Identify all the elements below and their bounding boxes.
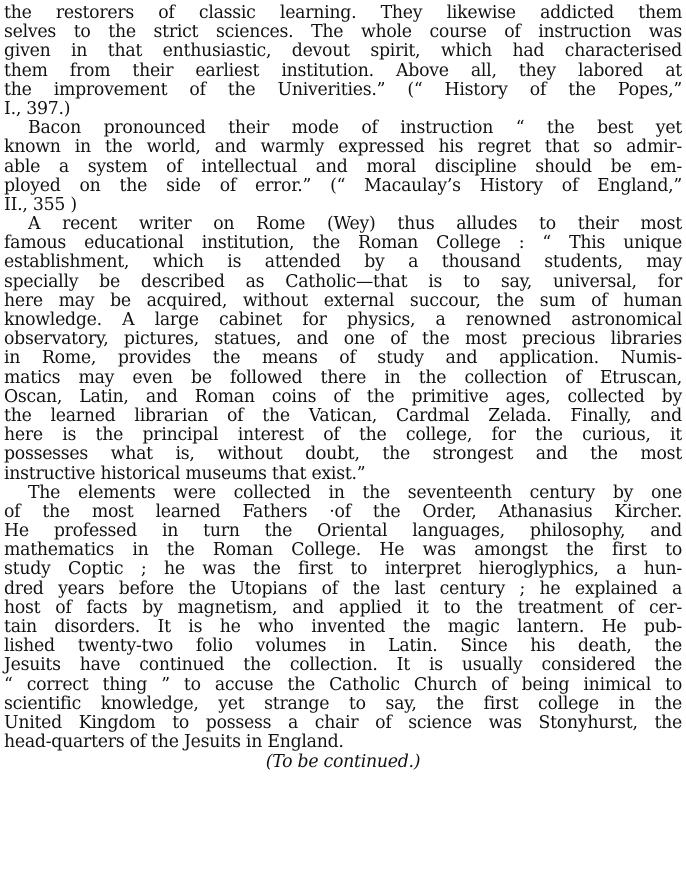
text-line: study Coptic ; he was the first to interpret hieroglyphics, a hun- [4,559,682,580]
text-line: lished twenty-two folio volumes in Latin. Since his death, the [4,636,682,657]
text-line: in Rome, provides the means of study and application. Numis- [4,348,682,369]
paragraph-popes-quote [4,4,682,119]
text-line: known in the world, and warmly expressed his regret that so admir- [4,137,682,158]
text-line: Oscan, Latin, and Roman coins of the primitive ages, collected by [4,386,682,407]
text-line: scientific knowledge, yet strange to say, the first college in the [4,693,682,714]
document-page [4,4,682,773]
text-line: possesses what is, without doubt, the strongest and the most [4,444,682,465]
text-line: II., 355 ) [4,194,77,215]
text-line: able a system of intellectual and moral discipline should be em- [4,156,682,177]
text-line: the restorers of classic learning. They likewise addicted them [4,3,682,23]
text-line: dred years before the Utopians of the last century ; he explained a [4,578,682,599]
text-line: United Kingdom to possess a chair of science was Stonyhurst, the [4,712,682,733]
paragraph-kircher [4,484,682,753]
to-be-continued-note: (To be continued.) [265,752,421,773]
text-line: the learned librarian of the Vatican, Cardmal Zelada. Finally, and [4,405,682,426]
text-line: He professed in turn the Oriental languages, philosophy, and [4,521,682,542]
paragraph-bacon [4,119,682,215]
text-line: knowledge. A large cabinet for physics, a renowned astronomical [4,310,682,330]
text-line: instructive historical museums that exist.” [4,463,366,484]
text-line: establishment, which is attended by a thousand students, may [4,252,682,273]
text-line: the improvement of the Univerities.” (“ History of the Popes,” [4,79,682,100]
text-line: “ correct thing ” to accuse the Catholic Church of being inimical to [4,674,682,695]
text-line: head-quarters of the Jesuits in England. [4,732,344,753]
text-line: Bacon pronounced their mode of instruction “ the best yet [28,118,682,139]
text-line: I., 397.) [4,98,71,119]
text-line: The elements were collected in the seventeenth century by one [28,482,682,503]
text-line: host of facts by magnetism, and applied it to the treatment of cer- [4,597,682,618]
text-line: Jesuits have continued the collection. It is usually considered the [4,655,682,676]
text-line: here is the principal interest of the college, for the curious, it [4,425,682,446]
text-line: tain disorders. It is he who invented the magic lantern. He pub- [4,617,682,637]
text-line: famous educational institution, the Roman College : “ This unique [4,233,682,254]
text-line: given in that enthusiastic, devout spirit, which had characterised [4,41,682,62]
text-line: them from their earliest institution. Above all, they labored at [4,60,682,81]
text-line: A recent writer on Rome (Wey) thus alludes to their most [28,214,682,235]
text-line: mathematics in the Roman College. He was amongst the first to [4,540,682,561]
text-line: of the most learned Fathers ·of the Order, Athanasius Kircher. [4,501,682,522]
text-line: observatory, pictures, statues, and one of the most precious libraries [4,329,682,350]
text-line: selves to the strict sciences. The whole course of instruction was [4,22,682,43]
text-line: specially be described as Catholic—that is to say, universal, for [4,271,682,292]
text-line: matics may even be followed there in the collection of Etruscan, [4,367,682,388]
text-line: ployed on the side of error.” (“ Macaulay’s History of England,” [4,175,682,196]
text-line: here may be acquired, without external succour, the sum of human [4,290,682,311]
paragraph-roman-college [4,215,682,484]
